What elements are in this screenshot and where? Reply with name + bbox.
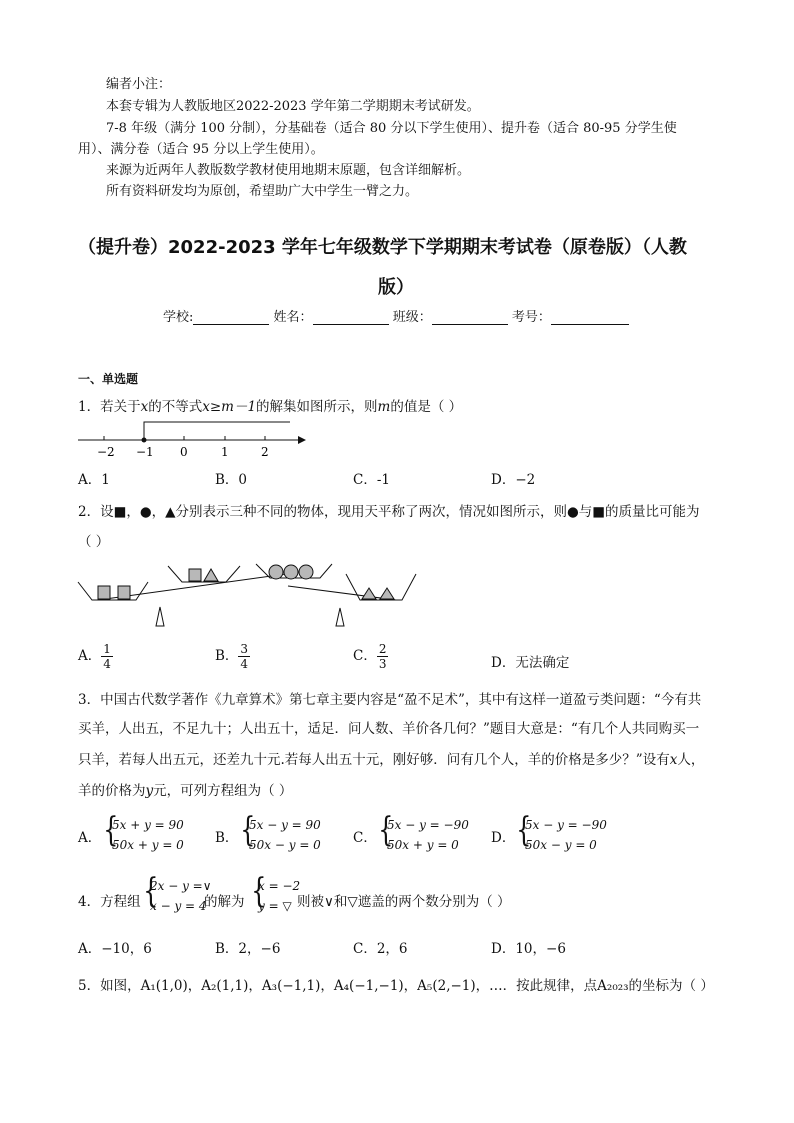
school-field[interactable]	[193, 310, 269, 325]
editor-note-line: 用）、满分卷（适合 95 分以上学生使用）。	[78, 142, 324, 157]
q1-text: 的值是（ ）	[390, 399, 463, 415]
q3-option-d[interactable]	[513, 810, 613, 859]
q3-stem-line: 买羊，人出五，不足九十；人出五十，适足．问人数、羊价各几何？”题目大意是：“有几个人共同购买一	[78, 721, 700, 737]
equation-system	[249, 815, 321, 855]
q3-option-b-label[interactable]: B．	[215, 830, 239, 846]
q1-option-a[interactable]: A．1	[78, 472, 110, 488]
equation-system	[258, 876, 300, 916]
fraction	[101, 642, 113, 671]
class-field[interactable]	[432, 310, 508, 325]
editor-note-line: 7-8 年级（满分 100 分制），分基础卷（适合 80 分以下学生使用）、提升卷（适合 80-95 分学生使	[106, 121, 677, 136]
tick-label: 2	[261, 445, 269, 459]
equation-system	[150, 876, 212, 916]
fulcrum	[336, 608, 344, 626]
q4-option-c[interactable]: C．2，6	[353, 941, 408, 957]
equation: 5x + y = 90	[112, 818, 184, 832]
q3-var: x	[669, 752, 678, 768]
denominator: 4	[103, 657, 111, 671]
q3-text: 元，可列方程组为（ ）	[153, 783, 293, 799]
q1-text: 1．若关于	[78, 399, 141, 415]
q3-option-a-label[interactable]: A．	[78, 830, 102, 846]
page-title: （提升卷）2022-2023 学年七年级数学下学期期末考试卷（原卷版）（人教	[78, 237, 687, 258]
numerator: 3	[240, 642, 249, 656]
q2-option-d[interactable]: D．无法确定	[491, 655, 570, 671]
equation: 5x − y = 90	[249, 818, 321, 832]
triangle-object	[380, 588, 394, 599]
equation-system	[112, 815, 184, 855]
page-title-cont: 版）	[378, 277, 414, 298]
q4-suffix: 则被∨和▽遮盖的两个数分别为（ ）	[297, 894, 511, 910]
q3-option-d-label[interactable]: D．	[491, 830, 516, 846]
number-label: 考号：	[511, 310, 551, 325]
brace: {	[251, 871, 267, 911]
editor-note-line: 所有资料研发均为原创，希望助广大中学生一臂之力。	[106, 184, 419, 199]
q3-option-b[interactable]	[237, 810, 337, 859]
name-label: 姓名：	[273, 310, 313, 325]
option-label: A．	[78, 648, 102, 664]
q2-option-c[interactable]	[353, 642, 388, 671]
q1-number-line	[76, 418, 306, 460]
number-field[interactable]	[551, 310, 629, 325]
q3-var: y	[145, 783, 154, 799]
numerator: 2	[378, 642, 387, 656]
solid-point	[142, 438, 147, 443]
q4-solution	[248, 871, 301, 920]
equation: 5x − y = −90	[387, 818, 469, 832]
q4-option-b[interactable]: B．2，−6	[215, 941, 281, 957]
denominator: 4	[240, 657, 249, 671]
denominator: 3	[378, 657, 387, 671]
q4-option-a[interactable]: A．−10，6	[78, 941, 152, 957]
editor-note-line: 来源为近两年人教版数学教材使用地期末原题，包含详细解析。	[106, 163, 471, 178]
q1-var: x	[140, 399, 149, 415]
q4-prefix: 4．方程组	[78, 894, 141, 910]
q1-var: m	[377, 399, 391, 415]
q2-option-a[interactable]	[78, 642, 113, 671]
equation: 50x − y = 0	[249, 838, 321, 852]
editor-note-heading: 编者小注：	[106, 77, 172, 92]
triangle-object	[204, 569, 218, 581]
fulcrum	[156, 607, 164, 626]
q3-text: 人，	[677, 752, 705, 768]
equation: x = −2	[258, 879, 301, 893]
q5-stem: 5．如图，A₁(1,0)，A₂(1,1)，A₃(−1,1)，A₄(−1,−1)，A₅(2,−1)，…．按此规律，点A₂₀₂₃的坐标为（ ）	[78, 978, 714, 994]
equation: 2x − y =∨	[150, 879, 212, 893]
q2-stem-cont: （ ）	[78, 534, 110, 550]
brace: {	[516, 810, 532, 850]
q1-text: 的解集如图所示，则	[256, 399, 378, 415]
square-object	[189, 569, 201, 581]
name-field[interactable]	[313, 310, 389, 325]
balance-1	[78, 566, 286, 626]
equation-system	[525, 815, 607, 855]
brace: {	[103, 810, 119, 850]
brace: {	[378, 810, 394, 850]
fraction	[377, 642, 389, 671]
tick-label: 1	[221, 445, 229, 459]
info-line	[163, 306, 629, 325]
q3-option-a[interactable]	[100, 810, 200, 859]
q4-system	[140, 871, 212, 920]
triangle-object	[362, 588, 376, 599]
q2-balance-figures	[76, 560, 426, 632]
brace: {	[143, 871, 159, 911]
option-label: C．	[353, 648, 377, 664]
equation-system	[387, 815, 469, 855]
q1-option-b[interactable]: B．0	[215, 472, 248, 488]
equation: 50x + y = 0	[112, 838, 184, 852]
axis-arrow	[298, 436, 306, 444]
fraction	[238, 642, 250, 671]
q3-option-c-label[interactable]: C．	[353, 830, 377, 846]
q3-option-c[interactable]	[375, 810, 475, 859]
q1-option-d[interactable]: D．−2	[491, 472, 536, 488]
equation: 50x − y = 0	[525, 838, 597, 852]
editor-note-line: 本套专辑为人教版地区2022-2023 学年第二学期期末考试研发。	[106, 99, 480, 114]
equation: y = ▽	[258, 899, 292, 913]
square-object	[118, 586, 130, 599]
q3-text: 羊的价格为	[78, 783, 146, 799]
right-pan	[346, 574, 416, 600]
q4-option-d[interactable]: D．10，−6	[491, 941, 566, 957]
q3-stem-line	[78, 748, 704, 768]
equation: 5x − y = −90	[525, 818, 607, 832]
school-label: 学校:	[163, 310, 194, 325]
circle-object	[284, 565, 298, 579]
right-pan	[168, 566, 240, 582]
equation: 50x + y = 0	[387, 838, 459, 852]
q1-stem	[78, 395, 462, 415]
numerator: 1	[103, 642, 111, 656]
q3-stem-line: 3．中国古代数学著作《九章算术》第七章主要内容是“盈不足术”，其中有这样一道盈亏类问题：“今有共	[78, 692, 702, 708]
tick-label: 0	[180, 445, 188, 459]
balance-2	[256, 564, 416, 626]
q3-stem-line	[78, 779, 292, 799]
q3-text: 只羊，若每人出五元，还差九十元.若每人出五十元，刚好够．问有几个人，羊的价格是多少？”设有	[78, 752, 670, 768]
option-label: B．	[215, 648, 239, 664]
circle-object	[269, 565, 283, 579]
equation: x − y = 4	[150, 899, 207, 913]
class-label: 班级：	[392, 310, 432, 325]
brace: {	[240, 810, 256, 850]
circle-object	[299, 565, 313, 579]
section-heading: 一、单选题	[78, 372, 139, 386]
q1-inequality: x≥m－1	[202, 399, 257, 415]
left-pan	[78, 582, 148, 600]
tick-label: −2	[97, 445, 115, 459]
balance-beam	[288, 586, 396, 600]
q1-option-c[interactable]: C．-1	[353, 472, 390, 488]
tick-label: −1	[136, 445, 154, 459]
q4-middle: 的解为	[204, 894, 245, 910]
q1-text: 的不等式	[148, 399, 203, 415]
square-object	[98, 586, 110, 599]
solution-ray	[144, 422, 290, 440]
q2-option-b[interactable]	[215, 642, 250, 671]
q2-stem: 2．设■，●，▲分别表示三种不同的物体，现用天平称了两次，情况如图所示，则●与■的质量比可能为	[78, 504, 700, 520]
